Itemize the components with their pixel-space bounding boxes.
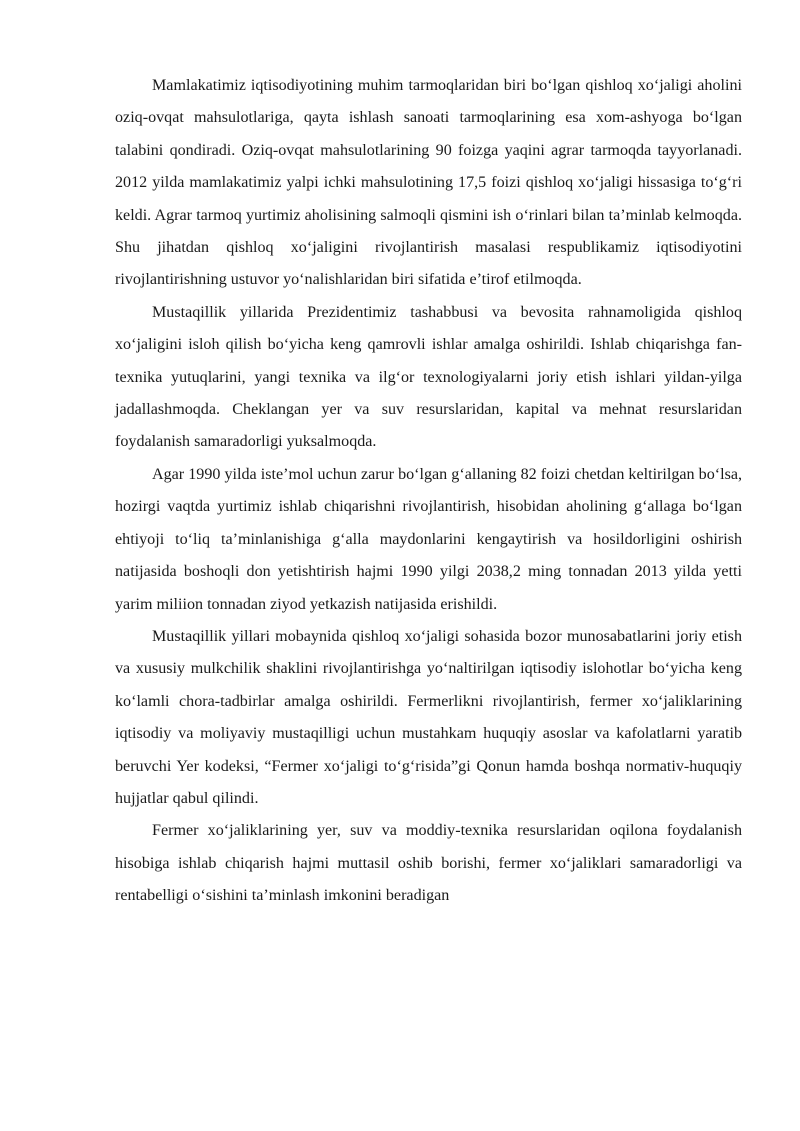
paragraph-2: Mustaqillik yillarida Prezidentimiz tashabbusi va bevosita rahnamoligida qishloq xo‘jaligini isloh qilish bo‘yicha keng qamrovli ishlar amalga oshirildi. Ishlab chiqarishga fan-texnika yutuqlarini, yangi texnika va ilg‘or texnologiyalarni joriy etish ishlari yildan-yilga jadallashmoqda. Cheklangan yer va suv resurslaridan, kapital va mehnat resurslaridan foydalanish samaradorligi yuksalmoqda.: [115, 303, 742, 451]
paragraph-5: Fermer xo‘jaliklarining yer, suv va moddiy-texnika resurslaridan oqilona foydalanish hisobiga ishlab chiqarish hajmi muttasil oshib borishi, fermer xo‘jaliklari samaradorligi va rentabelligi o‘sishini ta’minlash imkonini beradigan: [115, 822, 742, 905]
paragraph-1: Mamlakatimiz iqtisodiyotining muhim tarmoqlaridan biri bo‘lgan qishloq xo‘jaligi aholini oziq-ovqat mahsulotlariga, qayta ishlash sanoati tarmoqlarining esa xom-ashyoga bo‘lgan talabini qondiradi. Oziq-ovqat mahsulotlarining 90 foizga yaqini agrar tarmoqda tayyorlanadi. 2012 yilda mamlakatimiz yalpi ichki mahsulotining 17,5 foizi qishloq xo‘jaligi hissasiga to‘g‘ri keldi. Agrar tarmoq yurtimiz aholisining salmoqli qismini ish o‘rinlari bilan ta’minlab kelmoqda. Shu jihatdan qishloq xo‘jaligini rivojlantirish masalasi respublikamiz iqtisodiyotini rivojlantirishning ustuvor yo‘nalishlaridan biri sifatida e’tirof etilmoqda.: [115, 77, 742, 289]
paragraph-3: Agar 1990 yilda iste’mol uchun zarur bo‘lgan g‘allaning 82 foizi chetdan keltirilgan bo‘lsa, hozirgi vaqtda yurtimiz ishlab chiqarishni rivojlantirish, hisobidan aholining g‘allaga bo‘lgan ehtiyoji to‘liq ta’minlanishiga g‘alla maydonlarini kengaytirish va hosildorligini oshirish natijasida boshoqli don yetishtirish hajmi 1990 yilgi 2038,2 ming tonnadan 2013 yilda yetti yarim miliion tonnadan ziyod yetkazish natijasida erishildi.: [115, 465, 742, 613]
body-text: [115, 70, 742, 913]
paragraph-4: Mustaqillik yillari mobaynida qishloq xo‘jaligi sohasida bozor munosabatlarini joriy etish va xususiy mulkchilik shaklini rivojlantirishga yo‘naltirilgan iqtisodiy islohotlar bo‘yicha keng ko‘lamli chora-tadbirlar amalga oshirildi. Fermerlikni rivojlantirish, fermer xo‘jaliklarining iqtisodiy va moliyaviy mustaqilligi uchun mustahkam huquqiy asoslar va kafolatlarni yaratib beruvchi Yer kodeksi, “Fermer xo‘jaligi to‘g‘risida”gi Qonun hamda boshqa normativ-huquqiy hujjatlar qabul qilindi.: [115, 627, 742, 807]
